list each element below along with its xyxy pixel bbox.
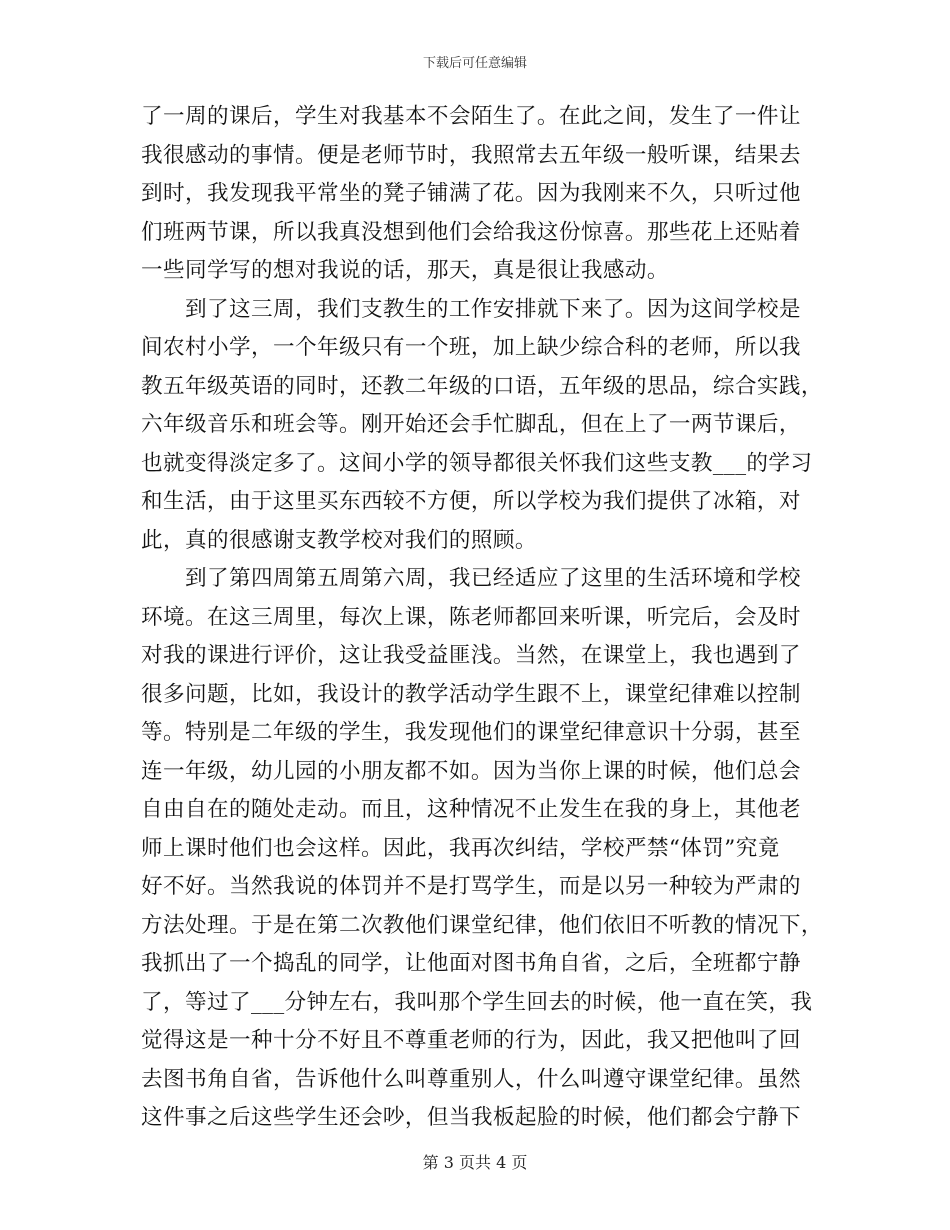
- text-line: 此，真的很感谢支教学校对我们的照顾。: [141, 527, 537, 553]
- page-header: 下载后可任意编辑: [422, 56, 527, 71]
- text-line: 这件事之后这些学生还会吵，但当我板起脸的时候，他们都会宁静下: [141, 1105, 801, 1130]
- text-line: 和生活，由于这里买东西较不方便，所以学校为我们提供了冰箱，对: [141, 489, 801, 514]
- text-line: 间农村小学，一个年级只有一个班，加上缺少综合科的老师，所以我: [141, 335, 801, 360]
- text-line: 好不好。当然我说的体罚并不是打骂学生，而是以另一种较为严肃的: [141, 874, 801, 899]
- text-line: 到了这三周，我们支教生的工作安排就下来了。因为这间学校是: [141, 296, 801, 322]
- text-line: 觉得这是一种十分不好且不尊重老师的行为，因此，我又把他叫了回: [141, 1028, 801, 1053]
- text-line: 了一周的课后，学生对我基本不会陌生了。在此之间，发生了一件让: [141, 104, 801, 129]
- text-line: 到了第四周第五周第六周，我已经适应了这里的生活环境和学校: [141, 566, 801, 591]
- text-line: 到时，我发现我平常坐的凳子铺满了花。因为我刚来不久，只听过他: [141, 181, 801, 206]
- text-line: 环境。在这三周里，每次上课，陈老师都回来听课，听完后，会及时: [141, 604, 801, 630]
- text-line: 我很感动的事情。便是老师节时，我照常去五年级一般听课，结果去: [141, 142, 801, 168]
- text-line: 了，等过了___分钟左右，我叫那个学生回去的时候，他一直在笑，我: [141, 989, 813, 1015]
- text-line: 连一年级，幼儿园的小朋友都不如。因为当你上课的时候，他们总会: [141, 758, 801, 784]
- paragraph-1: [141, 98, 807, 291]
- text-line: 去图书角自省，告诉他什么叫尊重别人，什么叫遵守课堂纪律。虽然: [141, 1066, 801, 1092]
- text-line: 也就变得淡定多了。这间小学的领导都很关怀我们这些支教___的学习: [141, 450, 813, 476]
- text-line: 师上课时他们也会这样。因此，我再次纠结，学校严禁“体罚”究竟: [141, 835, 780, 861]
- page-number-footer: 第 3 页共 4 页: [422, 1153, 528, 1172]
- text-line: 我抓出了一个捣乱的同学，让他面对图书角自省，之后，全班都宁静: [141, 951, 801, 976]
- paragraph-3: [141, 560, 823, 1138]
- text-line: 等。特别是二年级的学生，我发现他们的课堂纪律意识十分弱，甚至: [141, 720, 801, 745]
- text-line: 一些同学写的想对我说的话，那天，真是很让我感动。: [141, 258, 669, 283]
- text-line: 教五年级英语的同时，还教二年级的口语，五年级的思品，综合实践，: [141, 373, 823, 399]
- paragraph-2: [141, 291, 823, 561]
- text-line: 六年级音乐和班会等。刚开始还会手忙脚乱，但在上了一两节课后，: [141, 412, 801, 437]
- text-line: 方法处理。于是在第二次教他们课堂纪律，他们依旧不听教的情况下，: [141, 912, 823, 938]
- text-line: 自由自在的随处走动。而且，这种情况不止发生在我的身上，其他老: [141, 797, 801, 822]
- text-line: 们班两节课，所以我真没想到他们会给我这份惊喜。那些花上还贴着: [141, 219, 801, 245]
- document-body: [141, 98, 823, 1138]
- text-line: 对我的课进行评价，这让我受益匪浅。当然，在课堂上，我也遇到了: [141, 643, 801, 668]
- text-line: 很多问题，比如，我设计的教学活动学生跟不上，课堂纪律难以控制: [141, 681, 801, 707]
